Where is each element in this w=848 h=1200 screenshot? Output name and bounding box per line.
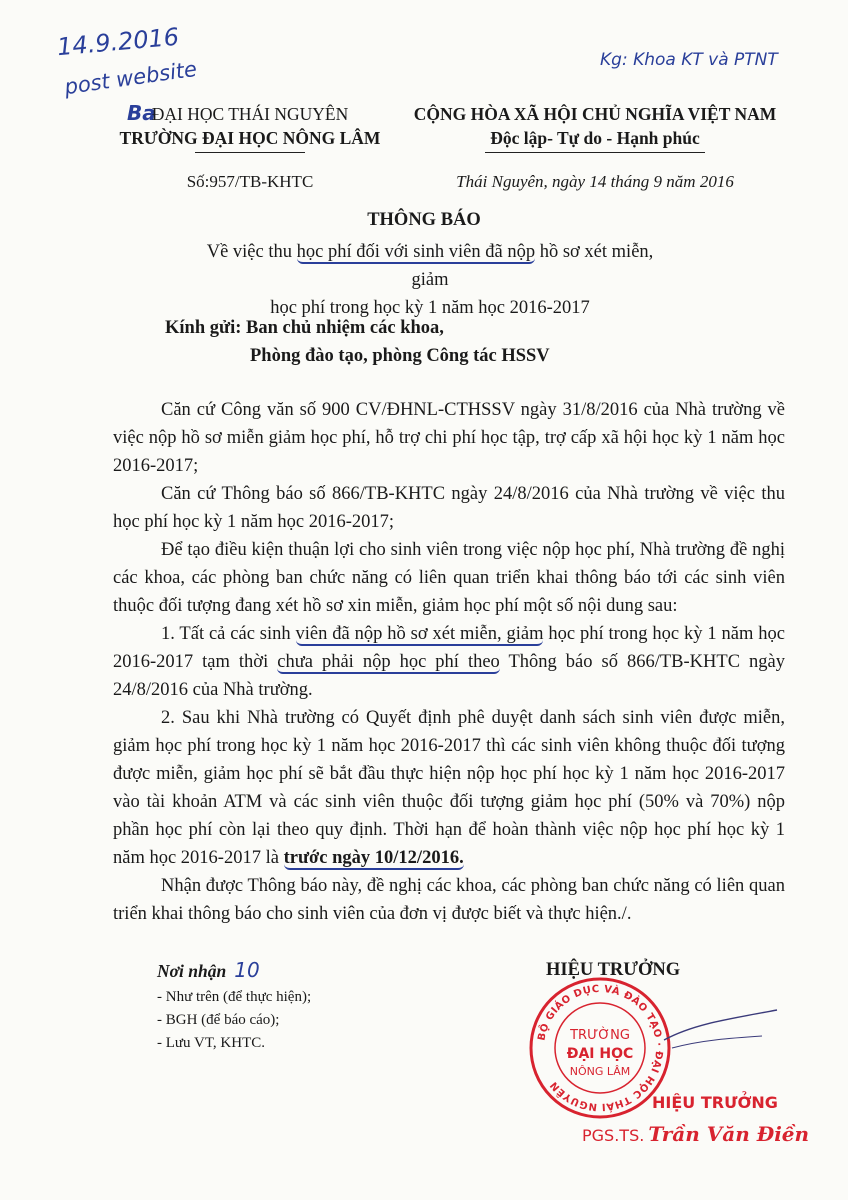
stamp-outer-text: BỘ GIÁO DỤC VÀ ĐÀO TẠO · ĐẠI HỌC THÁI NGUYÊN	[536, 983, 665, 1113]
motto: Độc lập- Tự do - Hạnh phúc	[490, 128, 700, 148]
p4-underline-2: chưa phải nộp học phí theo	[277, 652, 500, 672]
signatory-prefix: PGS.TS.	[582, 1126, 645, 1145]
recipient-line-2: Phòng đào tạo, phòng Công tác HSSV	[250, 346, 550, 366]
subtitle-line-2: học phí trong học kỳ 1 năm học 2016-2017	[270, 298, 590, 318]
university-name: ĐẠI HỌC THÁI NGUYÊN	[151, 104, 349, 124]
document-title: THÔNG BÁO	[367, 210, 481, 230]
deadline: trước ngày 10/12/2016.	[283, 848, 464, 868]
school-name: TRƯỜNG ĐẠI HỌC NÔNG LÂM	[119, 128, 381, 148]
issue-date: Thái Nguyên, ngày 14 tháng 9 năm 2016	[456, 172, 734, 191]
recipient-item: - Như trên (để thực hiện);	[157, 989, 312, 1005]
paragraph-2: Căn cứ Thông báo số 866/TB-KHTC ngày 24/8/2016 của Nhà trường về việc thu học phí học kỳ 1 năm học 2016-2017;	[113, 484, 785, 532]
stamp-inner-text-1: TRƯỜNG	[570, 1028, 630, 1043]
document-number: Số:957/TB-KHTC	[186, 172, 314, 191]
signature-red-title: HIỆU TRƯỞNG	[652, 1093, 778, 1112]
paragraph-1: Căn cứ Công văn số 900 CV/ĐHNL-CTHSSV ngày 31/8/2016 của Nhà trường về việc nộp hồ sơ miễn giảm học phí, hỗ trợ chi phí học tập, trợ cấp xã hội học kỳ 1 năm học 2016-2017;	[113, 400, 785, 476]
header-left	[100, 104, 400, 192]
handwritten-initials: Ba	[127, 101, 156, 125]
handwritten-sign-note: Kg: Khoa KT và PTNT	[600, 50, 778, 70]
handwritten-date-note: 14.9.2016	[56, 22, 181, 62]
header-right	[395, 104, 795, 192]
country-name: CỘNG HÒA XÃ HỘI CHỦ NGHĨA VIỆT NAM	[413, 104, 777, 124]
paragraph-3: Để tạo điều kiện thuận lợi cho sinh viên trong việc nộp học phí, Nhà trường đề nghị các khoa, các phòng ban chức năng có liên quan triển khai thông báo tới các sinh viên thuộc đối tượng đang xét hồ sơ xin miễn, giảm học phí một số nội dung sau:	[113, 540, 785, 616]
recipients-list	[157, 958, 457, 1055]
recipient-line-1: Kính gửi: Ban chủ nhiệm các khoa,	[165, 318, 444, 338]
paragraph-5: 2. Sau khi Nhà trường có Quyết định phê duyệt danh sách sinh viên được miễn, giảm học phí trong học kỳ 1 năm học 2016-2017 thì các sinh viên không thuộc đối tượng được miễn, giảm học phí sẽ bắt đầu thực hiện nộp học phí học kỳ 1 năm học 2016-2017 vào tài khoản ATM và các sinh viên thuộc đối tượng giảm học phí (50% và 70%) nộp phần học phí còn lại theo quy định. Thời hạn để hoàn thành việc nộp học phí học kỳ 1 năm học 2016-2017 là trước ngày 10/12/2016.	[113, 708, 785, 868]
signature-title: HIỆU TRƯỞNG	[546, 960, 681, 980]
stamp-inner-text-2: ĐẠI HỌC	[566, 1046, 634, 1062]
motto-divider	[485, 152, 705, 153]
recipients-label: Nơi nhận	[157, 961, 227, 981]
recipient-item: - BGH (để báo cáo);	[157, 1012, 280, 1028]
document-subtitle	[200, 238, 660, 322]
subtitle-underline: học phí đối với sinh viên đã nộp	[296, 242, 536, 262]
header-divider	[195, 152, 305, 153]
paragraph-6: Nhận được Thông báo này, đề nghị các khoa, các phòng ban chức năng có liên quan triển khai thông báo cho sinh viên của đơn vị được biết và thực hiện./.	[113, 876, 785, 924]
signatory-full-name: Trần Văn Điền	[648, 1122, 810, 1146]
paragraph-4: 1. Tất cả các sinh viên đã nộp hồ sơ xét miễn, giảm học phí trong học kỳ 1 năm học 2016-2017 tạm thời chưa phải nộp học phí theo Thông báo số 866/TB-KHTC ngày 24/8/2016 của Nhà trường.	[113, 624, 785, 700]
handwritten-post-note: post website	[62, 56, 199, 100]
stamp-inner-text-3: NÔNG LÂM	[569, 1065, 631, 1078]
signature-scribble	[662, 1000, 782, 1060]
signatory-name	[582, 1122, 809, 1146]
p4-underline-1: viên đã nộp hồ sơ xét miễn, giảm	[295, 624, 544, 644]
handwritten-initials-2: 10	[234, 958, 260, 982]
recipient-item: - Lưu VT, KHTC.	[157, 1035, 265, 1051]
subtitle-line-1: Về việc thu học phí đối với sinh viên đã nộp hồ sơ xét miễn, giảm	[206, 242, 654, 290]
